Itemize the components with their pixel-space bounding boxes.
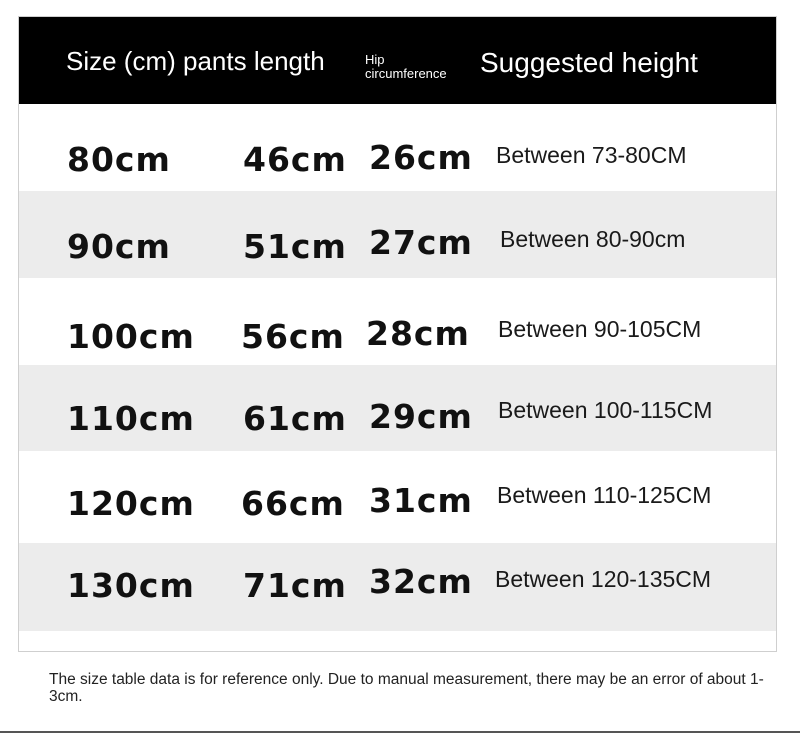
hip-cell: 26cm <box>369 138 473 177</box>
table-header <box>19 17 776 104</box>
pants-length-cell: 61cm <box>243 399 347 438</box>
height-cell: Between 100-115CM <box>498 397 713 423</box>
header-hip-line-2: circumference <box>365 66 447 81</box>
height-cell: Between 110-125CM <box>497 482 712 508</box>
hip-cell: 32cm <box>369 562 473 601</box>
height-cell: Between 120-135CM <box>495 566 712 592</box>
height-cell: Between 80-90cm <box>500 226 686 252</box>
bottom-divider <box>0 731 800 733</box>
pants-length-cell: 71cm <box>243 566 347 605</box>
header-hip-line-1: Hip <box>365 52 385 67</box>
hip-cell: 31cm <box>369 481 473 520</box>
table-row <box>19 365 776 451</box>
size-cell: 130cm <box>67 566 195 605</box>
header-suggested-height: Suggested height <box>480 47 698 78</box>
size-cell: 90cm <box>67 227 171 266</box>
height-cell: Between 73-80CM <box>496 142 687 168</box>
size-cell: 100cm <box>67 317 195 356</box>
size-cell: 120cm <box>67 484 195 523</box>
table-row <box>19 451 776 543</box>
pants-length-cell: 51cm <box>243 227 347 266</box>
disclaimer-note: The size table data is for reference only. Due to manual measurement, there may be an error of about 1-3cm. <box>49 671 764 705</box>
table-row <box>19 104 776 191</box>
pants-length-cell: 56cm <box>241 317 345 356</box>
header-size-pants-length: Size (cm) pants length <box>66 46 325 76</box>
size-table <box>18 16 777 652</box>
table-row <box>19 191 776 278</box>
height-cell: Between 90-105CM <box>498 316 702 342</box>
header-hip-circumference <box>365 53 447 81</box>
table-row <box>19 278 776 365</box>
table-row <box>19 543 776 631</box>
pants-length-cell: 66cm <box>241 484 345 523</box>
size-cell: 80cm <box>67 140 171 179</box>
size-cell: 110cm <box>67 399 195 438</box>
pants-length-cell: 46cm <box>243 140 347 179</box>
hip-cell: 27cm <box>369 223 473 262</box>
hip-cell: 28cm <box>366 314 470 353</box>
hip-cell: 29cm <box>369 397 473 436</box>
